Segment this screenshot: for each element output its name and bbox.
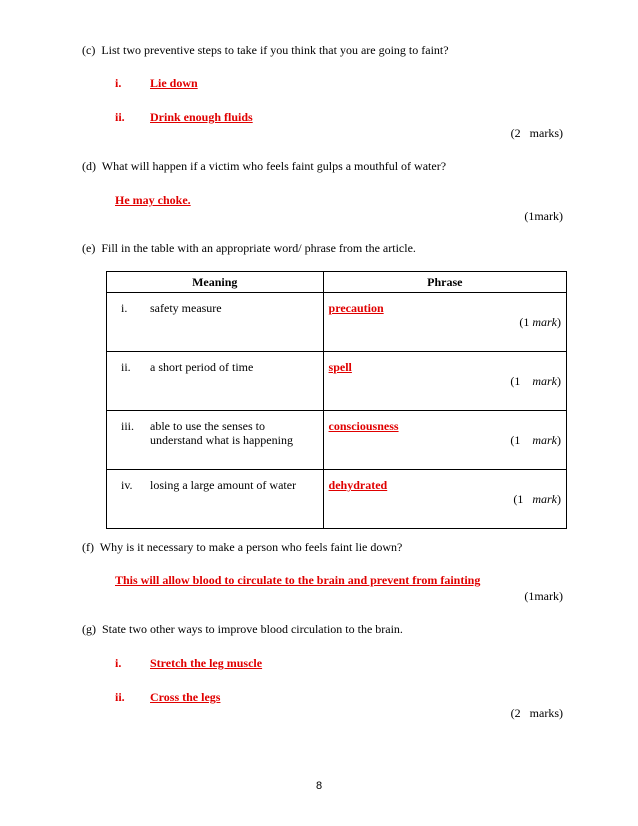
marks-close: ) [557,315,561,329]
question-text: Why is it necessary to make a person who feels faint lie down? [99,540,403,554]
meaning-text: a short period of time [150,360,254,374]
meaning-cell [107,293,324,352]
meaning-text: able to use the senses to understand what is happening [150,419,293,447]
marks-open: (1 [510,374,533,388]
phrase-answer: spell [328,360,352,374]
answer-text: This will allow blood to circulate to the brain and prevent from fainting [115,573,481,587]
question-e [82,241,416,255]
marks-close: ) [557,374,561,388]
phrase-answer: consciousness [328,419,399,433]
answer-text: He may choke. [115,193,191,207]
phrase-cell [323,293,566,352]
answer-number: ii. [115,110,125,124]
question-text: List two preventive steps to take if you think that you are going to faint? [101,43,449,57]
marks-word: mark [532,374,557,388]
question-label: (d) [82,159,96,173]
question-label: (g) [82,622,96,636]
row-number: iii. [121,419,135,433]
question-text: What will happen if a victim who feels faint gulps a mouthful of water? [101,159,447,173]
marks-open: (1 [513,492,533,506]
marks-word: mark [532,492,557,506]
question-label: (c) [82,43,96,57]
table-row [107,411,567,470]
row-number: i. [121,301,128,315]
phrase-table [106,271,567,529]
answer-text: Lie down [150,76,198,90]
meaning-cell [107,470,324,529]
header-meaning: Meaning [107,272,324,293]
question-d [82,159,446,173]
marks: (2 marks) [510,706,563,720]
question-c [82,43,449,57]
row-marks [510,374,561,389]
marks-close: ) [557,492,561,506]
table-row [107,293,567,352]
marks-open: (1 [510,433,533,447]
row-number: ii. [121,360,131,374]
row-marks [519,315,561,330]
table-header-row [107,272,567,293]
phrase-answer: dehydrated [328,478,388,492]
phrase-answer: precaution [328,301,384,315]
marks-open: (1 [519,315,533,329]
phrase-cell [323,352,566,411]
meaning-text: safety measure [150,301,222,315]
answer-number: i. [115,76,122,90]
meaning-cell [107,411,324,470]
question-text: State two other ways to improve blood circulation to the brain. [102,622,403,636]
page-number: 8 [315,780,323,792]
answer-text: Stretch the leg muscle [150,656,263,670]
table-row [107,352,567,411]
header-phrase: Phrase [323,272,566,293]
marks-word: mark [532,433,557,447]
question-f [82,540,402,554]
row-number: iv. [121,478,133,492]
marks: (1mark) [524,589,563,603]
marks-word: mark [532,315,557,329]
row-marks [513,492,561,507]
question-text: Fill in the table with an appropriate word/ phrase from the article. [101,241,416,255]
row-marks [510,433,561,448]
phrase-cell [323,411,566,470]
marks: (2 marks) [510,126,563,140]
question-label: (f) [82,540,94,554]
answer-number: i. [115,656,122,670]
question-label: (e) [82,241,96,255]
meaning-text: losing a large amount of water [150,478,297,492]
marks-close: ) [557,433,561,447]
table-row [107,470,567,529]
answer-number: ii. [115,690,125,704]
phrase-cell [323,470,566,529]
meaning-cell [107,352,324,411]
answer-text: Drink enough fluids [150,110,253,124]
marks: (1mark) [524,209,563,223]
question-g [82,622,403,636]
answer-text: Cross the legs [150,690,221,704]
